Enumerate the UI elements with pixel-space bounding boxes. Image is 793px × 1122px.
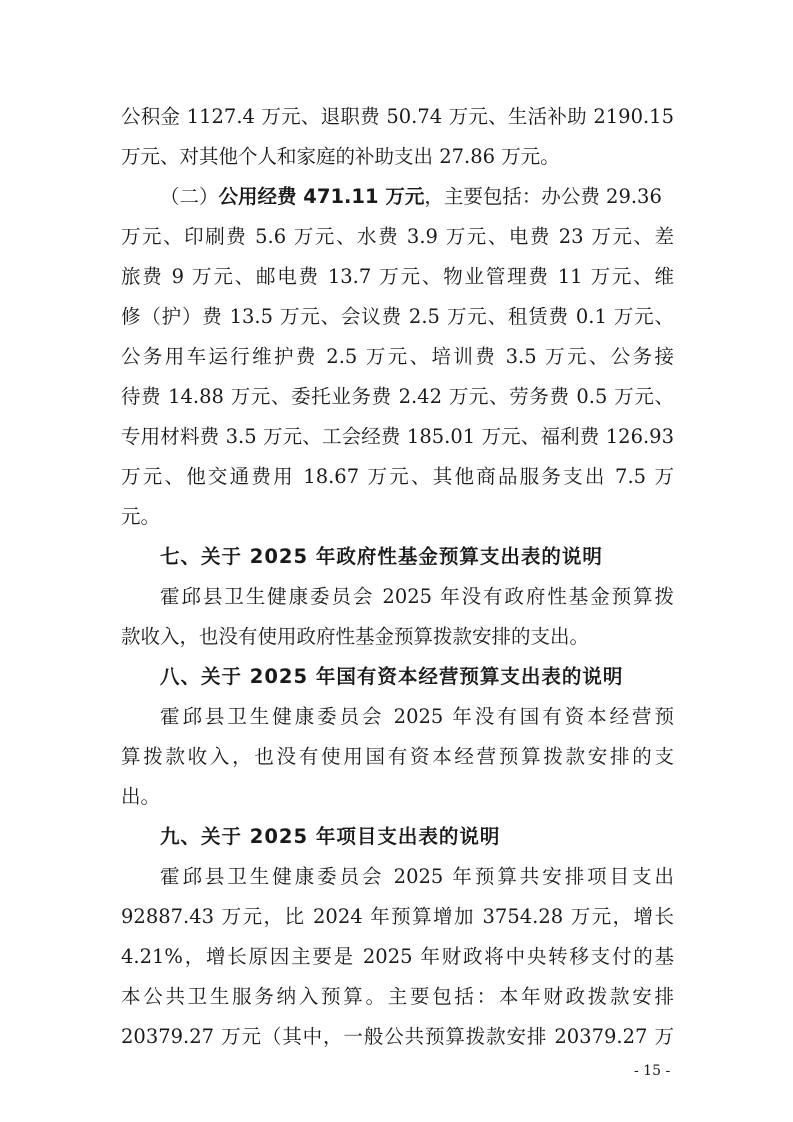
body-text-line: 算拨款收入，也没有使用国有资本经营预算拨款安排的支 — [121, 745, 674, 768]
section-heading: 七、关于 2025 年政府性基金预算支出表的说明 — [160, 545, 603, 568]
body-text-line: 92887.43 万元，比 2024 年预算增加 3754.28 万元，增长 — [121, 905, 674, 928]
body-text-line: 旅费 9 万元、邮电费 13.7 万元、物业管理费 11 万元、维 — [121, 265, 674, 288]
body-text-line: 万元、对其他个人和家庭的补助支出 27.86 万元。 — [121, 145, 560, 168]
body-text-line: 霍邱县卫生健康委员会 2025 年预算共安排项目支出 — [160, 865, 674, 888]
body-text-line: 出。 — [121, 785, 161, 808]
public-expenditure-title: 公用经费 471.11 万元 — [218, 185, 425, 208]
body-text-line: 本公共卫生服务纳入预算。主要包括：本年财政拨款安排 — [121, 985, 674, 1008]
section-heading: 九、关于 2025 年项目支出表的说明 — [160, 825, 501, 848]
body-text-line: 元。 — [121, 505, 161, 528]
page-number: - 15 - — [634, 1063, 671, 1079]
body-text-line: 4.21%，增长原因主要是 2025 年财政将中央转移支付的基 — [121, 945, 674, 968]
section-heading: 八、关于 2025 年国有资本经营预算支出表的说明 — [160, 665, 624, 688]
body-text-line: 公务用车运行维护费 2.5 万元、培训费 3.5 万元、公务接 — [121, 345, 674, 368]
body-text-line: 霍邱县卫生健康委员会 2025 年没有国有资本经营预 — [160, 705, 674, 728]
body-text-line: 20379.27 万元（其中，一般公共预算拨款安排 20379.27 万 — [121, 1025, 674, 1048]
body-text-line: 万元、印刷费 5.6 万元、水费 3.9 万元、电费 23 万元、差 — [121, 225, 674, 248]
list-marker: （二） — [160, 185, 219, 208]
body-text-line: 霍邱县卫生健康委员会 2025 年没有政府性基金预算拨 — [160, 585, 674, 608]
body-text-line: 万元、他交通费用 18.67 万元、其他商品服务支出 7.5 万 — [121, 465, 674, 488]
body-text-line: 待费 14.88 万元、委托业务费 2.42 万元、劳务费 0.5 万元、 — [121, 385, 674, 408]
body-text-fragment: ，主要包括：办公费 29.36 — [424, 185, 662, 208]
body-text-line: 修（护）费 13.5 万元、会议费 2.5 万元、租赁费 0.1 万元、 — [121, 305, 674, 328]
body-text-line: 款收入，也没有使用政府性基金预算拨款安排的支出。 — [121, 625, 590, 648]
body-text-line: 专用材料费 3.5 万元、工会经费 185.01 万元、福利费 126.93 — [121, 425, 674, 448]
body-text-line: 公积金 1127.4 万元、退职费 50.74 万元、生活补助 2190.15 — [121, 105, 674, 128]
body-text-line — [160, 185, 662, 209]
